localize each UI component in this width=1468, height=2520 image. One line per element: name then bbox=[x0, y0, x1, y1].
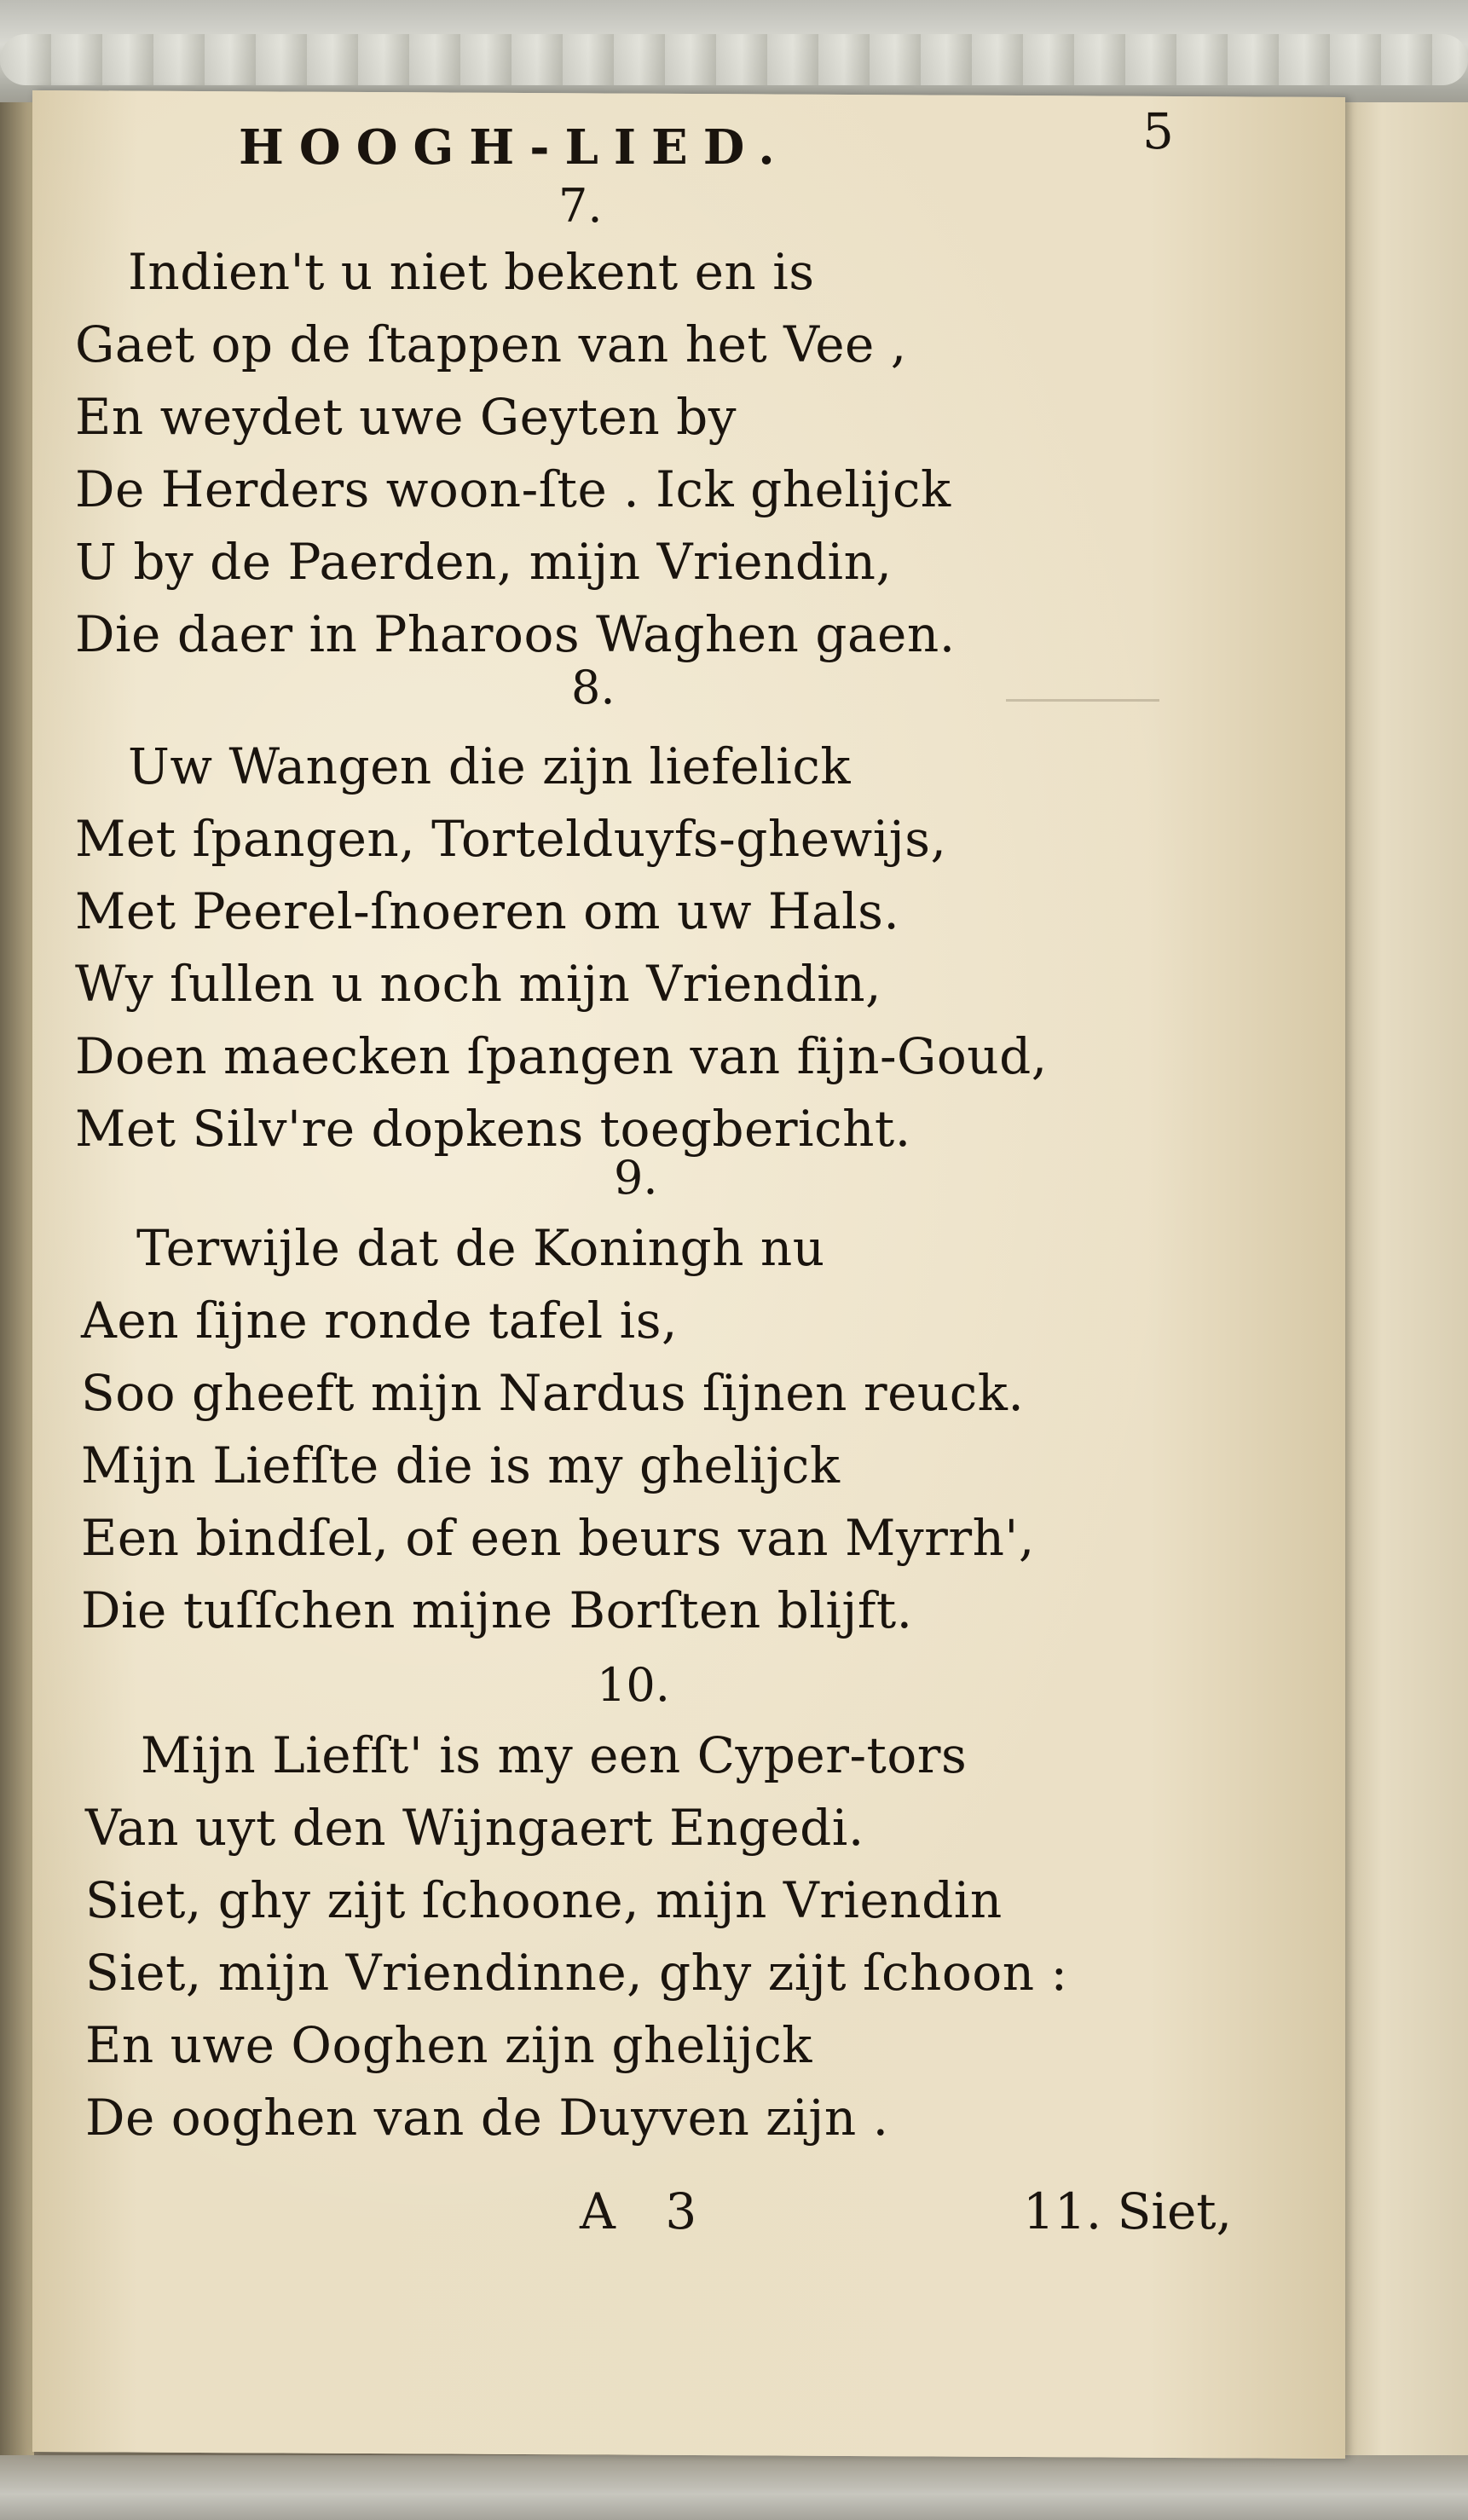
verse-line: De ooghen van de Duyven zijn . bbox=[85, 2089, 889, 2147]
page-number: 5 bbox=[1142, 102, 1174, 160]
running-head: HOOGH-LIED. bbox=[239, 119, 790, 176]
verse-line: Mijn Liefſte die is my ghelijck bbox=[81, 1436, 841, 1494]
stanza-number: 8. bbox=[571, 661, 616, 714]
verse-line: Indien't u niet bekent en is bbox=[128, 243, 815, 301]
bottom-binding bbox=[0, 2455, 1468, 2520]
left-book-edge bbox=[0, 102, 34, 2520]
faint-rule-line bbox=[1006, 699, 1159, 702]
verse-line: Doen maecken ſpangen van fijn-Goud, bbox=[75, 1027, 1048, 1085]
verse-line: Terwijle dat de Koningh nu bbox=[136, 1219, 825, 1277]
stanza-number: 10. bbox=[597, 1658, 670, 1712]
verse-line: De Herders woon-ſte . Ick ghelijck bbox=[75, 460, 951, 518]
signature-mark: A 3 bbox=[580, 2182, 714, 2240]
facing-page-edge bbox=[1345, 102, 1468, 2520]
verse-line: Uw Wangen die zijn liefelick bbox=[128, 737, 851, 795]
verse-line: Met Peerel-ſnoeren om uw Hals. bbox=[75, 882, 900, 940]
verse-line: U by de Paerden, mijn Vriendin, bbox=[75, 533, 893, 591]
verse-line: Die daer in Pharoos Waghen gaen. bbox=[75, 605, 956, 663]
facing-page-bleed-through bbox=[1349, 102, 1468, 2520]
verse-line: Van uyt den Wijngaert Engedi. bbox=[85, 1799, 864, 1857]
verse-line: Aen ſijne ronde tafel is, bbox=[81, 1292, 678, 1350]
verse-line: Die tuſſchen mijne Borſten blijft. bbox=[81, 1581, 913, 1639]
cord-texture bbox=[0, 34, 1468, 85]
verse-line: Gaet op de ſtappen van het Vee , bbox=[75, 315, 907, 373]
verse-line: Een bindſel, of een beurs van Myrrh', bbox=[81, 1509, 1035, 1567]
verse-line: Siet, mijn Vriendinne, ghy zijt ſchoon : bbox=[85, 1944, 1068, 2002]
stanza-number: 9. bbox=[614, 1151, 658, 1205]
verse-line: Met ſpangen, Tortelduyfs-ghewijs, bbox=[75, 810, 947, 868]
stanza-number: 7. bbox=[558, 179, 603, 233]
verse-line: En weydet uwe Geyten by bbox=[75, 388, 737, 446]
verse-line: Met Silv're dopkens toegbericht. bbox=[75, 1100, 911, 1158]
verse-line: Soo gheeft mijn Nardus ſijnen reuck. bbox=[81, 1364, 1025, 1422]
verse-line: Siet, ghy zijt ſchoone, mijn Vriendin bbox=[85, 1871, 1003, 1929]
catchword: 11. Siet, bbox=[1023, 2182, 1233, 2240]
verse-line: Mijn Liefſt' is my een Cyper-tors bbox=[141, 1726, 968, 1784]
verse-line: Wy ſullen u noch mijn Vriendin, bbox=[75, 955, 882, 1013]
verse-line: En uwe Ooghen zijn ghelijck bbox=[85, 2016, 812, 2074]
